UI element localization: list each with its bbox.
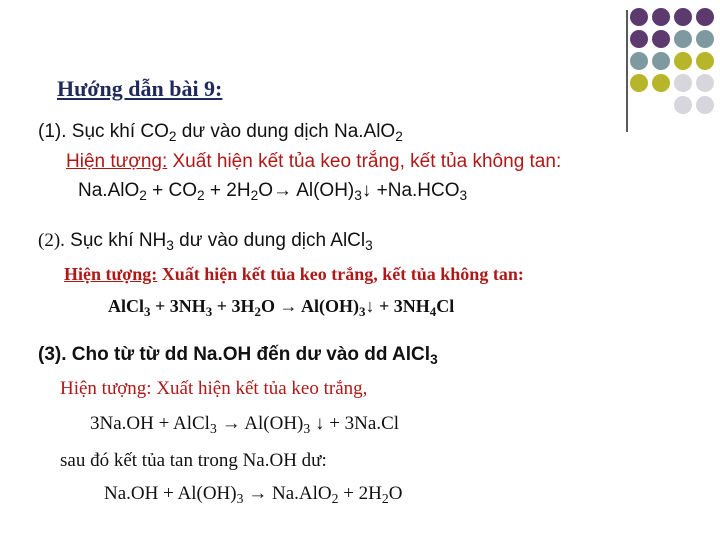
eq-part: + 3NH bbox=[150, 296, 206, 316]
section-1-heading bbox=[38, 121, 403, 143]
decorative-dot-grid bbox=[608, 8, 720, 134]
decorative-dot bbox=[630, 30, 648, 48]
phenomenon-label: Hiện tượng: bbox=[66, 151, 168, 172]
eq-part: Na.AlO bbox=[78, 180, 140, 201]
decorative-dot bbox=[674, 96, 692, 114]
eq-part: ↓ +Na.HCO bbox=[361, 180, 460, 201]
decorative-dot bbox=[630, 74, 648, 92]
section-number: (2). bbox=[38, 230, 65, 251]
eq-part: 3Na.OH + AlCl bbox=[90, 413, 210, 434]
subscript: 3 bbox=[166, 238, 174, 254]
heading-text: (3). Cho từ từ dd Na.OH đến dư vào dd AlCl bbox=[38, 344, 431, 365]
heading-text: (1). Sục khí CO bbox=[38, 121, 169, 142]
subscript: 3 bbox=[365, 238, 373, 254]
subscript: 2 bbox=[197, 188, 205, 204]
subscript: 2 bbox=[381, 491, 389, 507]
eq-part: O bbox=[388, 483, 403, 504]
subscript: 3 bbox=[354, 188, 362, 204]
eq-part: O→ Al(OH) bbox=[258, 180, 355, 201]
heading-text: Sục khí NH bbox=[64, 230, 167, 251]
section-3-then-text: sau đó kết tủa tan trong Na.OH dư: bbox=[60, 450, 327, 471]
heading-text: dư vào dung dịch AlCl bbox=[173, 230, 366, 251]
section-2-phenomenon bbox=[64, 264, 524, 285]
page-title: Hướng dẫn bài 9: bbox=[57, 76, 223, 101]
decorative-dot bbox=[652, 8, 670, 26]
phenomenon-label: Hiện tượng: bbox=[64, 264, 158, 284]
subscript: 2 bbox=[254, 303, 261, 319]
heading-text: dư vào dung dịch Na.AlO bbox=[176, 121, 396, 142]
subscript: 2 bbox=[139, 188, 147, 204]
subscript: 2 bbox=[250, 188, 259, 204]
decorative-dot bbox=[696, 96, 714, 114]
section-2-equation bbox=[108, 296, 454, 317]
decorative-dot bbox=[674, 8, 692, 26]
phenomenon-text: Xuất hiện kết tủa keo trắng, kết tủa không tan: bbox=[157, 264, 524, 284]
subscript: 3 bbox=[303, 421, 311, 437]
eq-part: + CO bbox=[146, 180, 198, 201]
decorative-dot bbox=[696, 74, 714, 92]
subscript: 3 bbox=[459, 188, 468, 204]
section-3-phenomenon: Hiện tượng: Xuất hiện kết tủa keo trắng, bbox=[60, 378, 368, 399]
decorative-dot bbox=[674, 74, 692, 92]
section-1-equation bbox=[78, 180, 467, 202]
eq-part: O → Al(OH) bbox=[260, 296, 359, 316]
phenomenon-text: Xuất hiện kết tủa keo trắng, kết tủa không tan: bbox=[167, 151, 562, 172]
eq-part: + 2H bbox=[204, 180, 251, 201]
eq-part: AlCl bbox=[108, 296, 144, 316]
subscript: 3 bbox=[209, 421, 217, 437]
eq-part: + 3H bbox=[212, 296, 255, 316]
subscript: 3 bbox=[205, 303, 213, 319]
section-1-phenomenon bbox=[66, 151, 561, 173]
section-3-equation-2 bbox=[104, 483, 402, 505]
decorative-dot bbox=[630, 8, 648, 26]
section-3-heading bbox=[38, 344, 438, 366]
decorative-dot bbox=[652, 30, 670, 48]
decorative-dot bbox=[674, 52, 692, 70]
eq-part: ↓ + 3NH bbox=[365, 296, 430, 316]
subscript: 4 bbox=[429, 303, 437, 319]
decorative-dot bbox=[630, 52, 648, 70]
decorative-dot bbox=[652, 74, 670, 92]
decorative-dot bbox=[696, 8, 714, 26]
subscript: 3 bbox=[236, 491, 244, 507]
eq-part: Cl bbox=[436, 296, 455, 316]
section-2-heading bbox=[38, 230, 373, 252]
decorative-dot bbox=[696, 30, 714, 48]
eq-part: ↓ + 3Na.Cl bbox=[310, 413, 400, 434]
subscript: 3 bbox=[144, 303, 151, 319]
section-3-equation-1 bbox=[90, 413, 399, 435]
decorative-vertical-line bbox=[626, 10, 628, 132]
eq-part: + 2H bbox=[338, 483, 382, 504]
subscript: 2 bbox=[395, 129, 403, 145]
decorative-dot bbox=[652, 52, 670, 70]
subscript: 3 bbox=[430, 352, 438, 368]
decorative-dot bbox=[674, 30, 692, 48]
eq-part: → Na.AlO bbox=[243, 483, 332, 504]
subscript: 2 bbox=[168, 129, 177, 145]
decorative-dot bbox=[696, 52, 714, 70]
eq-part: Na.OH + Al(OH) bbox=[104, 483, 237, 504]
eq-part: → Al(OH) bbox=[216, 413, 304, 434]
subscript: 2 bbox=[331, 491, 339, 507]
subscript: 3 bbox=[358, 303, 366, 319]
